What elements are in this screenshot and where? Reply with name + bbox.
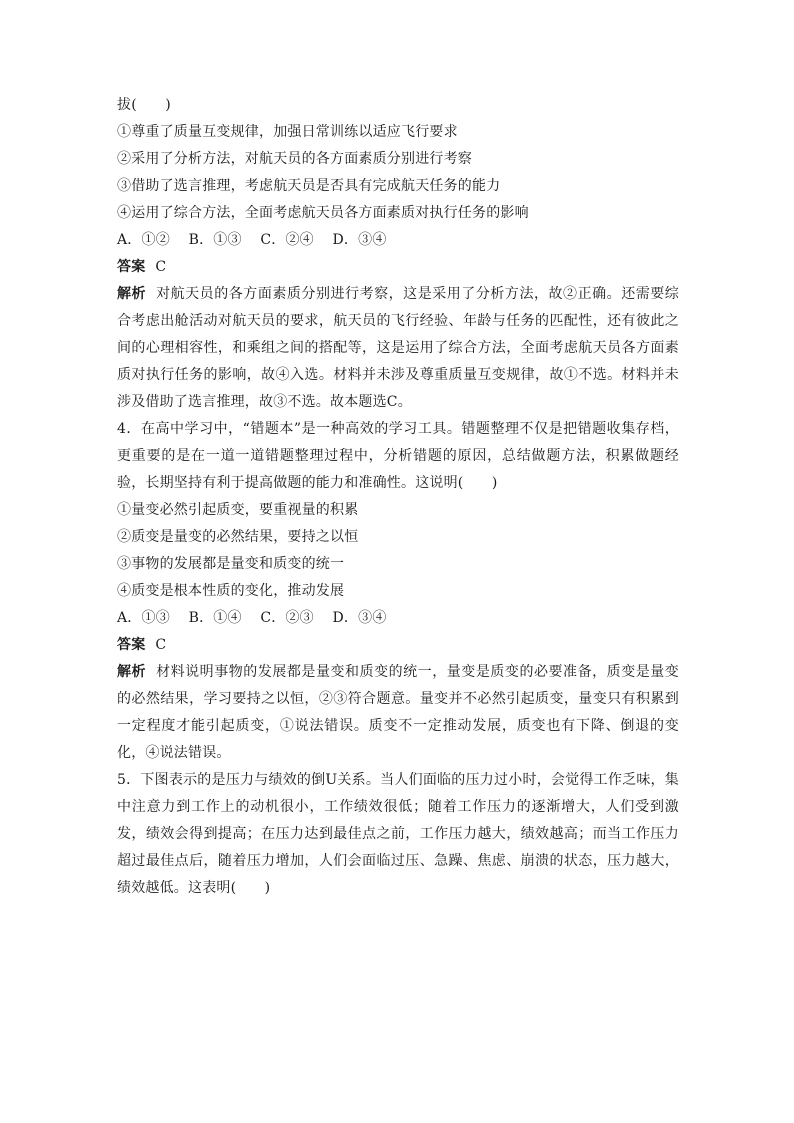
q3-answer-label: 答案 [117, 259, 146, 275]
q4-statement-1: ①量变必然引起质变，要重视量的积累 [117, 502, 359, 518]
q4-statement-3: ③事物的发展都是量变和质变的统一 [117, 556, 345, 572]
q5-stem: 5．下图表示的是压力与绩效的倒U关系。当人们面临的压力过小时，会觉得工作乏味，集中注意力到工作上的动机很小，工作绩效很低；随着工作压力的逐渐增大，人们受到激发，绩效会得到提高；在压力达到最佳点之前，工作压力越大，绩效越高；而当工作压力超过最佳点后，随着压力增加，人们会面临过压、急躁、焦虑、崩溃的状态，压力越大，绩效越低。这表明( ) [117, 772, 679, 896]
q4-option-c: C．②③ [260, 610, 314, 626]
q4-stem: 4．在高中学习中，“错题本”是一种高效的学习工具。错题整理不仅是把错题收集存档，更重要的是在一道一道错题整理过程中，分析错题的原因，总结做题方法，积累做题经验，长期坚持有利于提高做题的能力和准确性。这说明( ) [117, 421, 679, 491]
q4-analysis-label: 解析 [117, 664, 147, 680]
document-page [117, 92, 679, 902]
q3-analysis-label: 解析 [117, 286, 147, 302]
q3-answer-line [117, 254, 679, 281]
q4-answer: C [155, 637, 167, 653]
q4-statement-4: ④质变是根本性质的变化，推动发展 [117, 583, 345, 599]
q3-options [117, 227, 679, 254]
q3-statement-1: ①尊重了质量互变规律，加强日常训练以适应飞行要求 [117, 124, 458, 140]
q3-analysis [117, 281, 679, 416]
q3-option-b: B．①③ [188, 232, 242, 248]
q3-option-d: D．③④ [332, 232, 387, 248]
q4-option-d: D．③④ [332, 610, 387, 626]
q3-statement-3: ③借助了选言推理，考虑航天员是否具有完成航天任务的能力 [117, 178, 501, 194]
q4-answer-label: 答案 [117, 637, 146, 653]
q3-statement-2: ②采用了分析方法，对航天员的各方面素质分别进行考察 [117, 151, 472, 167]
q3-option-c: C．②④ [260, 232, 314, 248]
q4-option-a: A．①③ [117, 610, 170, 626]
q4-option-b: B．①④ [188, 610, 242, 626]
q4-statement-2: ②质变是量变的必然结果，要持之以恒 [117, 529, 359, 545]
q4-options [117, 605, 679, 632]
q3-option-a: A．①② [117, 232, 170, 248]
q4-analysis [117, 659, 679, 767]
q3-analysis-text: 对航天员的各方面素质分别进行考察，这是采用了分析方法，故②正确。还需要综合考虑出舱活动对航天员的要求，航天员的飞行经验、年龄与任务的匹配性，还有彼此之间的心理相容性，和乘组之间的搭配等，这是运用了综合方法，全面考虑航天员各方面素质对执行任务的影响，故④入选。材料并未涉及尊重质量互变规律，故①不选。材料并未涉及借助了选言推理，故③不选。故本题选C。 [117, 286, 679, 410]
q4-answer-line [117, 632, 679, 659]
q3-statement-4: ④运用了综合方法，全面考虑航天员各方面素质对执行任务的影响 [117, 205, 529, 221]
q3-answer: C [155, 259, 167, 275]
q4-analysis-text: 材料说明事物的发展都是量变和质变的统一，量变是质变的必要准备，质变是量变的必然结果，学习要持之以恒，②③符合题意。量变并不必然引起质变，量变只有积累到一定程度才能引起质变，①说法错误。质变不一定推动发展，质变也有下降、倒退的变化，④说法错误。 [117, 664, 679, 761]
q3-stem-tail: 拔( ) [117, 97, 171, 113]
